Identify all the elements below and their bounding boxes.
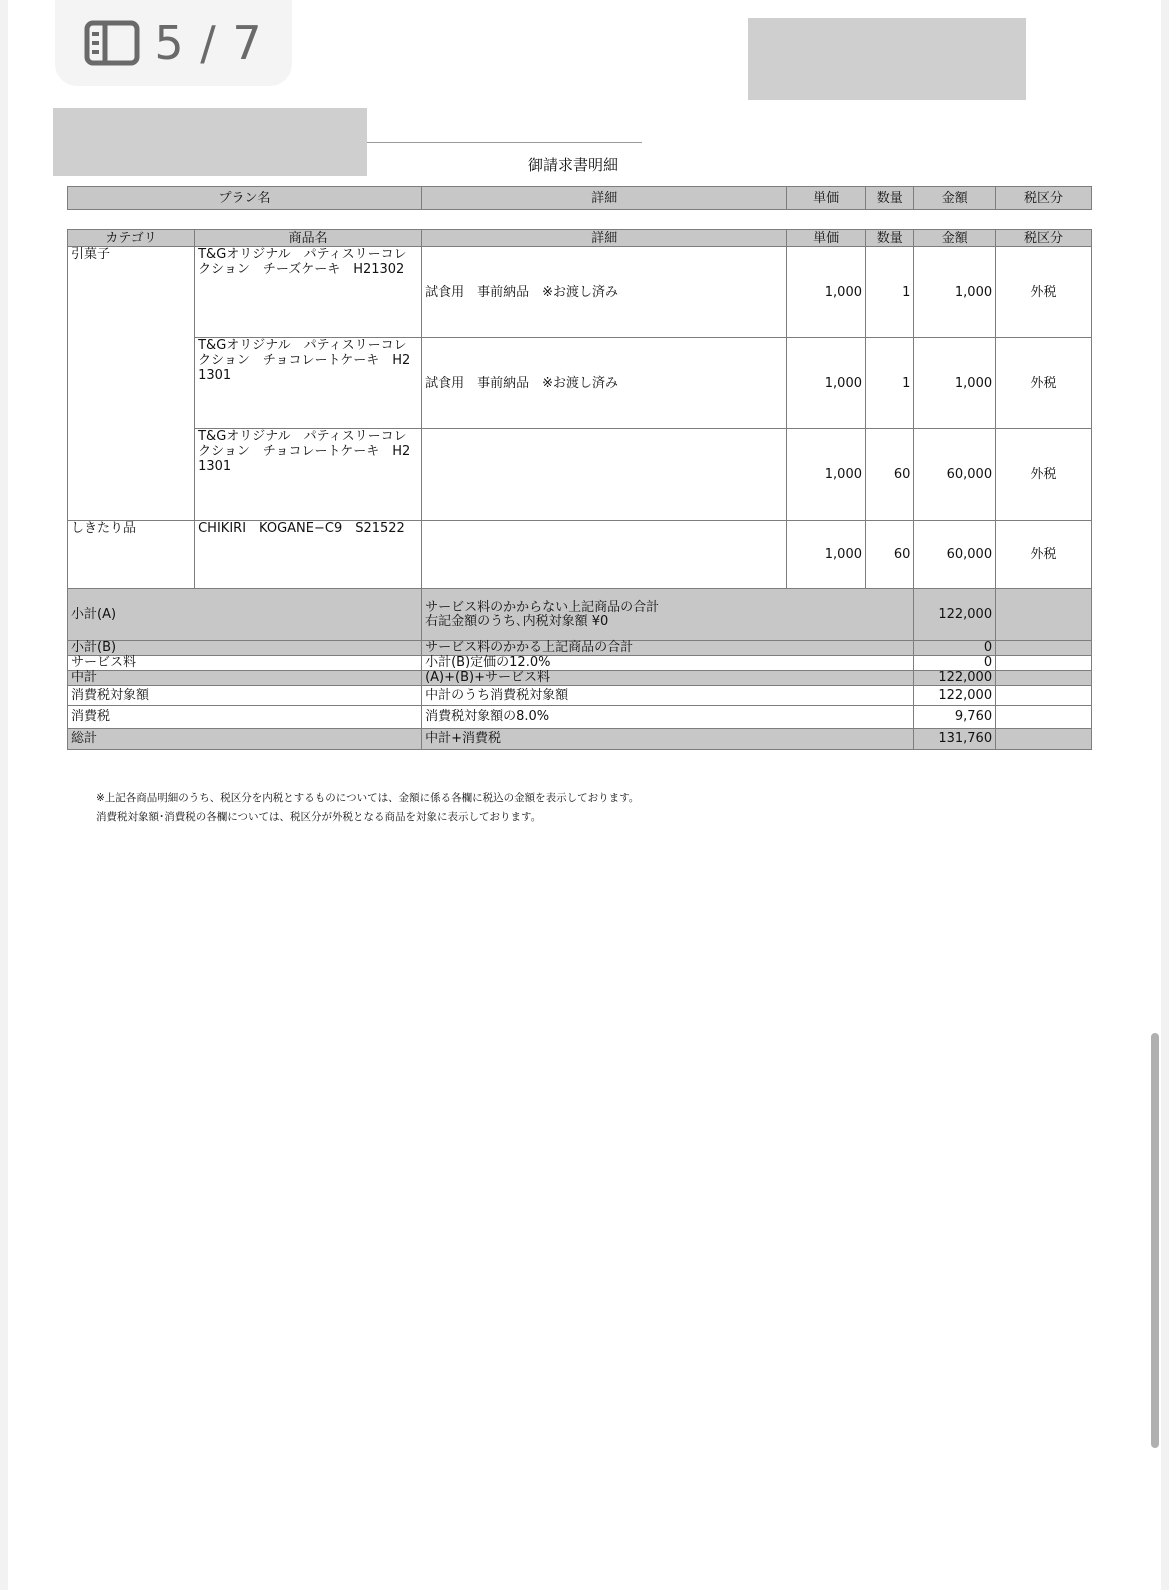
plan-header-detail: 詳細 [422,187,787,210]
sidebar-panel-icon[interactable] [84,20,140,66]
plan-header-plan: プラン名 [68,187,422,210]
service-fee-row [68,656,1092,671]
summary-amount: 0 [914,641,996,656]
product-name: T&Gオリジナル パティスリーコレクション チョコレートケーキ H21301 [195,338,422,429]
plan-table [67,186,1092,210]
header-unit-price: 単価 [787,230,866,247]
summary-desc: サービス料のかかる上記商品の合計 [422,641,914,656]
table-row [68,429,1092,521]
summary-empty [996,641,1092,656]
amount: 60,000 [914,521,996,589]
tax-type: 外税 [996,429,1092,521]
header-product-name: 商品名 [195,230,422,247]
category-cell: 引菓子 [68,247,195,521]
quantity: 1 [865,247,913,338]
tax-type: 外税 [996,247,1092,338]
unit-price: 1,000 [787,247,866,338]
midtotal-row [68,671,1092,686]
items-table [67,229,1092,750]
amount: 1,000 [914,247,996,338]
summary-amount: 9,760 [914,706,996,729]
header-detail: 詳細 [422,230,787,247]
summary-empty [996,706,1092,729]
header-tax: 税区分 [996,230,1092,247]
header-category: カテゴリ [68,230,195,247]
summary-amount: 122,000 [914,671,996,686]
product-name: T&Gオリジナル パティスリーコレクション チョコレートケーキ H21301 [195,429,422,521]
table-row [68,247,1092,338]
quantity: 60 [865,429,913,521]
summary-label: 消費税 [68,706,422,729]
redaction-block [53,108,367,176]
plan-header-unit-price: 単価 [787,187,866,210]
footnote: ※上記各商品明細のうち、税区分を内税とするものについては、金額に係る各欄に税込の金額を表示しております。 [96,792,640,804]
tax-type: 外税 [996,338,1092,429]
product-name: T&Gオリジナル パティスリーコレクション チーズケーキ H21302 [195,247,422,338]
unit-price: 1,000 [787,429,866,521]
amount: 1,000 [914,338,996,429]
amount: 60,000 [914,429,996,521]
summary-empty [996,589,1092,641]
summary-desc: 消費税対象額の8.0% [422,706,914,729]
summary-empty [996,686,1092,706]
plan-header-amount: 金額 [914,187,996,210]
summary-desc: 中計のうち消費税対象額 [422,686,914,706]
scrollbar-thumb[interactable] [1151,1033,1159,1448]
redaction-block [748,18,1026,100]
tax-type: 外税 [996,521,1092,589]
summary-amount: 122,000 [914,589,996,641]
summary-empty [996,671,1092,686]
summary-desc-line: サービス料のかからない上記商品の合計 [425,599,660,615]
header-amount: 金額 [914,230,996,247]
item-detail: 試食用 事前納品 ※お渡し済み [422,247,787,338]
summary-desc: (A)+(B)+サービス料 [422,671,914,686]
plan-header-qty: 数量 [866,187,914,210]
summary-desc-line: 右記金額のうち､内税対象額 ¥0 [425,613,609,629]
header-qty: 数量 [865,230,913,247]
footnote: 消費税対象額･消費税の各欄については、税区分が外税となる商品を対象に表示しております。 [96,811,542,823]
item-detail: 試食用 事前納品 ※お渡し済み [422,338,787,429]
tax-row [68,706,1092,729]
divider [367,142,642,143]
item-detail [422,521,787,589]
subtotal-b-row [68,641,1092,656]
summary-empty [996,656,1092,671]
taxable-row [68,686,1092,706]
summary-desc: 小計(B)定価の12.0% [422,656,914,671]
summary-label: 消費税対象額 [68,686,422,706]
subtotal-a-row [68,589,1092,641]
table-row [68,521,1092,589]
summary-amount: 0 [914,656,996,671]
summary-desc [422,589,914,641]
summary-label: 中計 [68,671,422,686]
summary-label: 総計 [68,729,422,750]
table-row [68,338,1092,429]
quantity: 60 [865,521,913,589]
summary-amount: 122,000 [914,686,996,706]
product-name: CHIKIRI KOGANE−C9 S21522 [195,521,422,589]
unit-price: 1,000 [787,338,866,429]
summary-label: 小計(B) [68,641,422,656]
summary-label: サービス料 [68,656,422,671]
document-title: 御請求書明細 [528,156,619,174]
item-detail [422,429,787,521]
grand-total-row [68,729,1092,750]
summary-amount: 131,760 [914,729,996,750]
summary-label: 小計(A) [68,589,422,641]
plan-header-tax: 税区分 [996,187,1092,210]
quantity: 1 [865,338,913,429]
summary-desc: 中計+消費税 [422,729,914,750]
page-number: 5 / 7 [154,16,263,70]
summary-empty [996,729,1092,750]
category-cell: しきたり品 [68,521,195,589]
page-indicator[interactable] [55,0,292,86]
unit-price: 1,000 [787,521,866,589]
